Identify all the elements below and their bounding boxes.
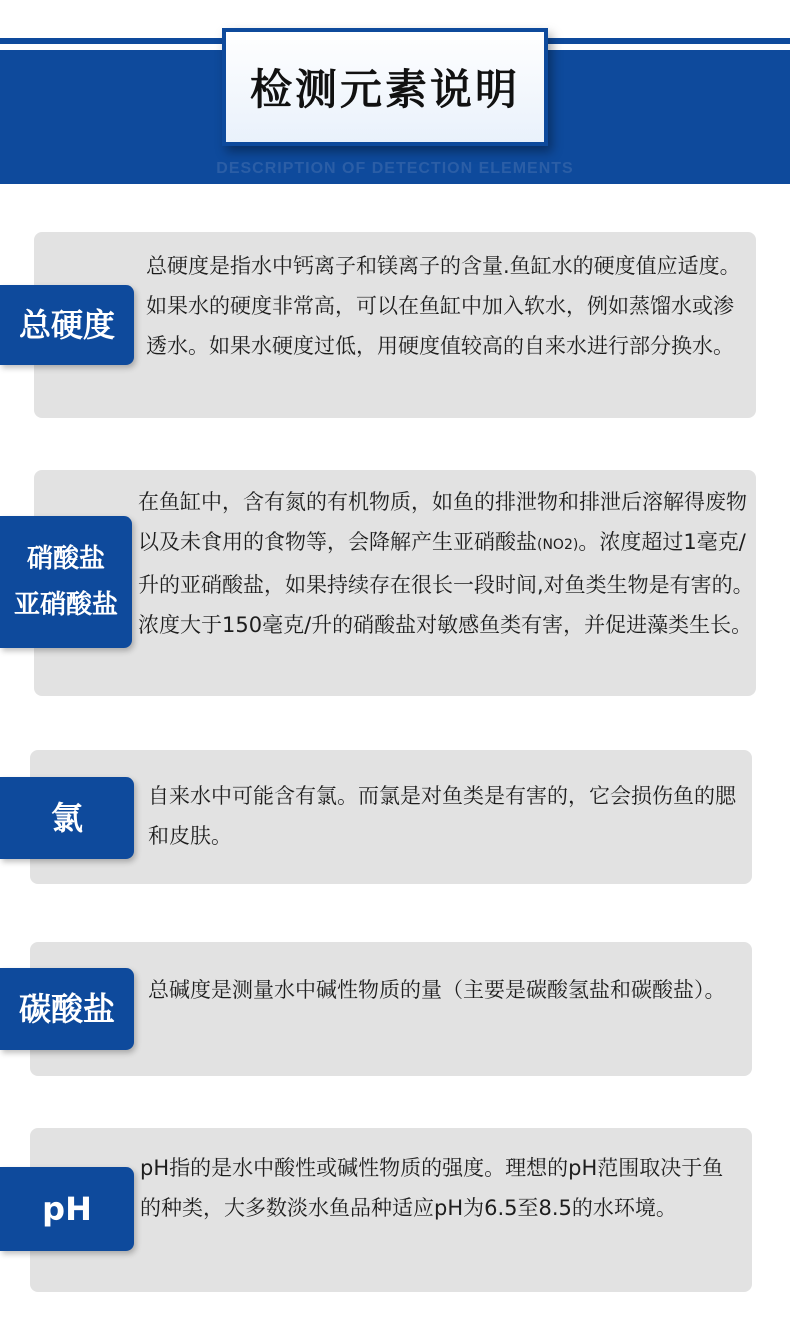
nitrate-label-tag — [0, 516, 132, 648]
ph-label: pH — [42, 1190, 92, 1228]
chlorine-description: 自来水中可能含有氯。而氯是对鱼类是有害的，它会损伤鱼的腮和皮肤。 — [148, 784, 736, 848]
hardness-card — [34, 232, 756, 418]
nitrate-description — [138, 482, 754, 645]
ph-label-tag — [0, 1167, 134, 1251]
hardness-label: 总硬度 — [18, 306, 115, 344]
nitrate-label: 硝酸盐 — [26, 544, 105, 574]
nitrate-description-part2: 。浓度超过1毫克/升的亚硝酸盐，如果持续存在很长一段时间,对鱼类生物是有害的。浓度大于150毫克/升的硝酸盐对敏感鱼类有害，并促进藻类生长。 — [138, 530, 754, 637]
nitrate-card — [34, 470, 756, 696]
nitrite-formula: (NO2) — [537, 537, 579, 553]
carbonate-label-tag — [0, 968, 134, 1050]
chlorine-label-tag — [0, 777, 134, 859]
ph-description: pH指的是水中酸性或碱性物质的强度。理想的pH范围取决于鱼的种类，大多数淡水鱼品种适应pH为6.5至8.5的水环境。 — [140, 1156, 724, 1220]
hardness-label-tag — [0, 285, 134, 365]
carbonate-card — [30, 942, 752, 1076]
nitrite-label: 亚硝酸盐 — [13, 590, 118, 620]
carbonate-description: 总碱度是测量水中碱性物质的量（主要是碳酸氢盐和碳酸盐）。 — [148, 978, 726, 1002]
hardness-description: 总硬度是指水中钙离子和镁离子的含量.鱼缸水的硬度值应适度。如果水的硬度非常高，可以在鱼缸中加入软水，例如蒸馏水或渗透水。如果水硬度过低，用硬度值较高的自来水进行部分换水。 — [146, 254, 741, 358]
chlorine-card — [30, 750, 752, 884]
carbonate-label: 碳酸盐 — [18, 990, 115, 1028]
ph-card — [30, 1128, 752, 1292]
page-subtitle: DESCRIPTION OF DETECTION ELEMENTS — [216, 160, 574, 177]
nitrate-description-part1: 在鱼缸中，含有氮的有机物质，如鱼的排泄物和排泄后溶解得废物以及未食用的食物等，会降解产生亚硝酸盐 — [138, 490, 747, 554]
page-title: 检测元素说明 — [249, 65, 520, 114]
title-box — [222, 28, 548, 146]
chlorine-label: 氯 — [50, 799, 83, 837]
